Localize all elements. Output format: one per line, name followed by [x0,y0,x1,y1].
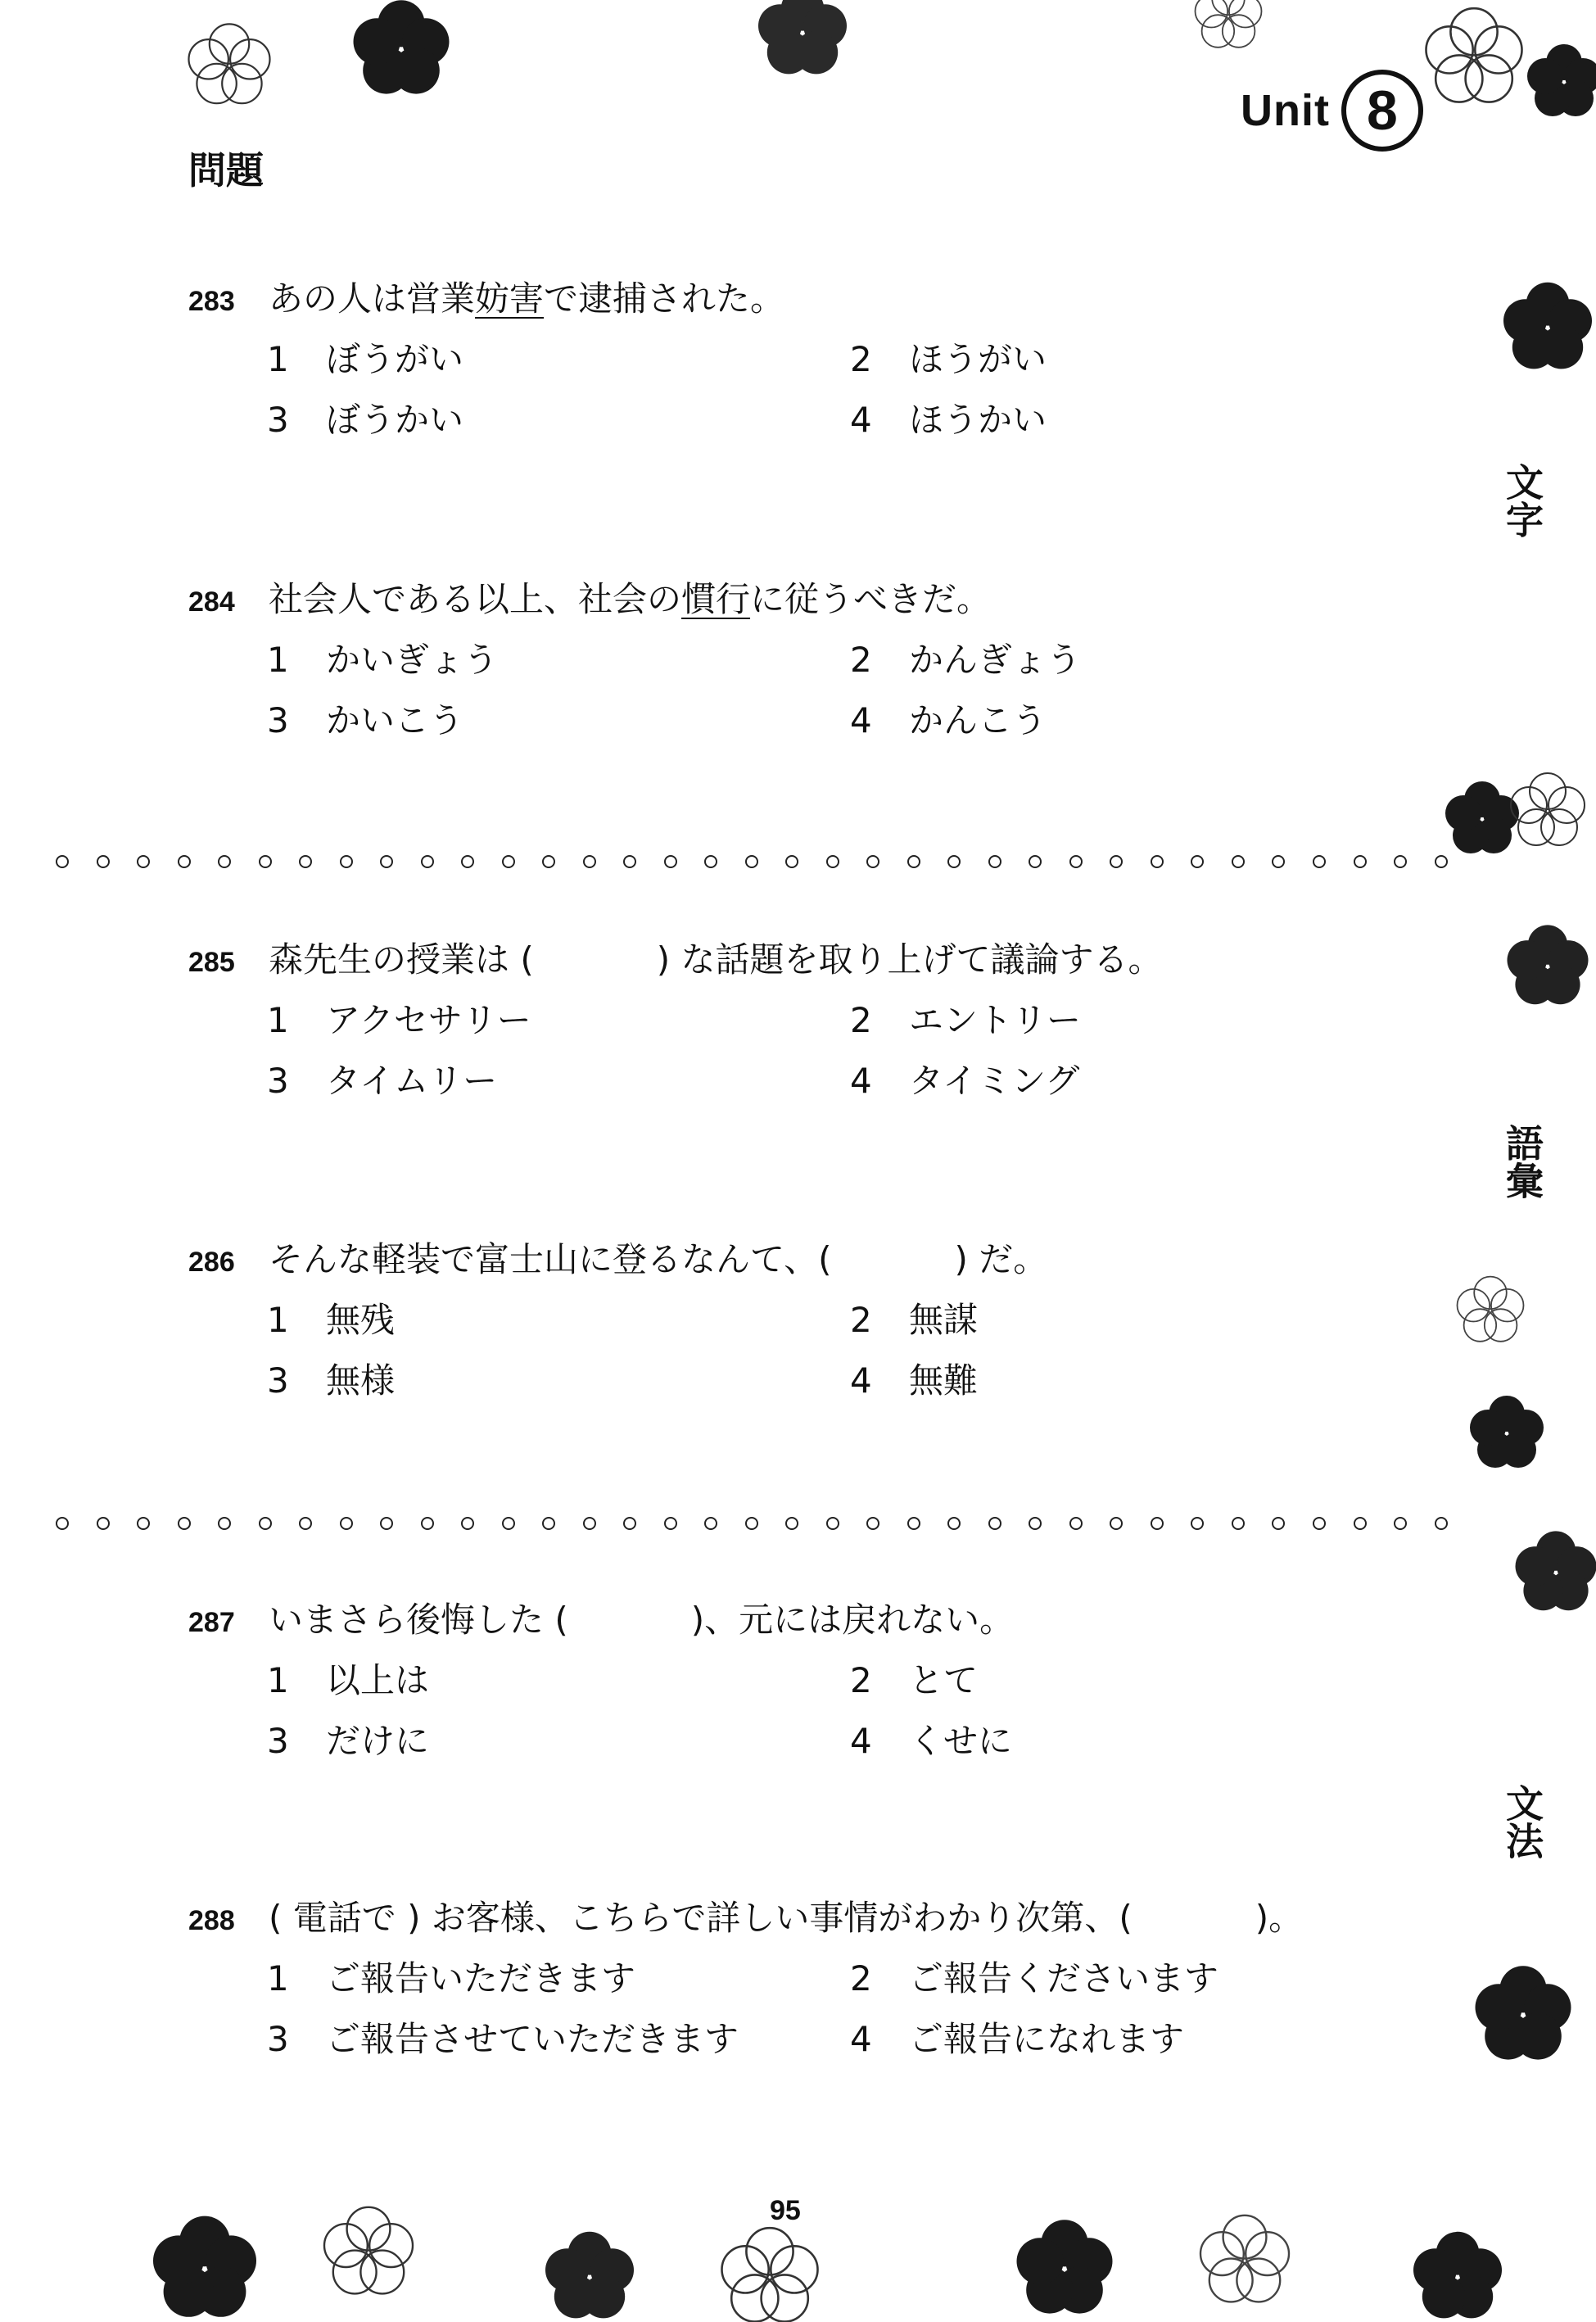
unit-label: Unit [1241,86,1330,135]
option[interactable]: 3 かいこう [267,700,464,740]
option[interactable]: 4 無難 [850,1360,979,1401]
option[interactable]: 4 ご報告になれます [850,2019,1185,2059]
page-number: 95 [770,2195,801,2226]
option[interactable]: 2 かんぎょう [850,640,1082,680]
question-text-end: )、元には戻れない。 [690,1600,1015,1640]
option[interactable]: 1 かいぎょう [267,640,499,680]
underlined-word: 慣行 [681,579,751,619]
side-tab-moji: 文字 [1500,463,1544,538]
option[interactable]: 1 無残 [267,1300,396,1340]
question-number: 285 [188,947,235,978]
underlined-word: 妨害 [475,278,545,319]
side-tab-goi: 語彙 [1500,1124,1544,1199]
option[interactable]: 3 ご報告させていただきます [267,2019,739,2059]
side-tab-bunpo: 文法 [1500,1784,1544,1859]
option[interactable]: 1 以上は [267,1660,430,1700]
option[interactable]: 4 くせに [850,1721,1013,1761]
question-text-end: で逮捕された。 [544,278,785,319]
option[interactable]: 2 ご報告くださいます [850,1958,1219,1998]
question-number: 283 [188,286,235,317]
question-text-end: に従うべきだ。 [750,579,992,619]
question-text-end: ) な話題を取り上げて議論する。 [656,939,1163,980]
option[interactable]: 3 ぼうかい [267,400,464,440]
option[interactable]: 4 ほうかい [850,400,1047,440]
section-divider [56,852,1448,871]
question-283 [188,274,1417,445]
question-text: そんな軽装で富士山に登るなんて、( [269,1239,832,1279]
option[interactable]: 1 ぼうがい [267,339,464,379]
question-number: 288 [188,1905,235,1936]
section-divider [56,1514,1448,1533]
option[interactable]: 4 タイミング [850,1061,1080,1101]
unit-number: 8 [1341,70,1423,152]
question-number: 287 [188,1607,235,1638]
question-number: 284 [188,586,235,618]
question-text: いまさら後悔した ( [269,1600,568,1640]
option[interactable]: 1 ご報告いただきます [267,1958,636,1998]
question-text-end: ) だ。 [954,1239,1048,1279]
question-288 [188,1894,1417,2064]
question-284 [188,575,1417,745]
option[interactable]: 1 アクセサリー [267,1000,531,1040]
option[interactable]: 2 エントリー [850,1000,1082,1040]
option[interactable]: 3 だけに [267,1721,430,1761]
option[interactable]: 3 無様 [267,1360,396,1401]
option[interactable]: 4 かんこう [850,700,1047,740]
question-text: ( 電話で ) お客様、こちらで詳しい事情がわかり次第、( [269,1898,1133,1938]
question-287 [188,1596,1417,1766]
question-286 [188,1235,1417,1405]
question-text: 社会人である以上、社会の [269,579,682,619]
question-text-end: )。 [1255,1898,1304,1938]
section-heading: 問題 [188,148,264,192]
option[interactable]: 2 無謀 [850,1300,979,1340]
question-text: あの人は営業 [269,278,476,319]
option[interactable]: 2 ほうがい [850,339,1047,379]
question-285 [188,935,1417,1106]
option[interactable]: 2 とて [850,1660,979,1700]
question-number: 286 [188,1247,235,1278]
unit-badge [1241,70,1423,152]
question-text: 森先生の授業は ( [269,939,534,980]
option[interactable]: 3 タイムリー [267,1061,498,1101]
